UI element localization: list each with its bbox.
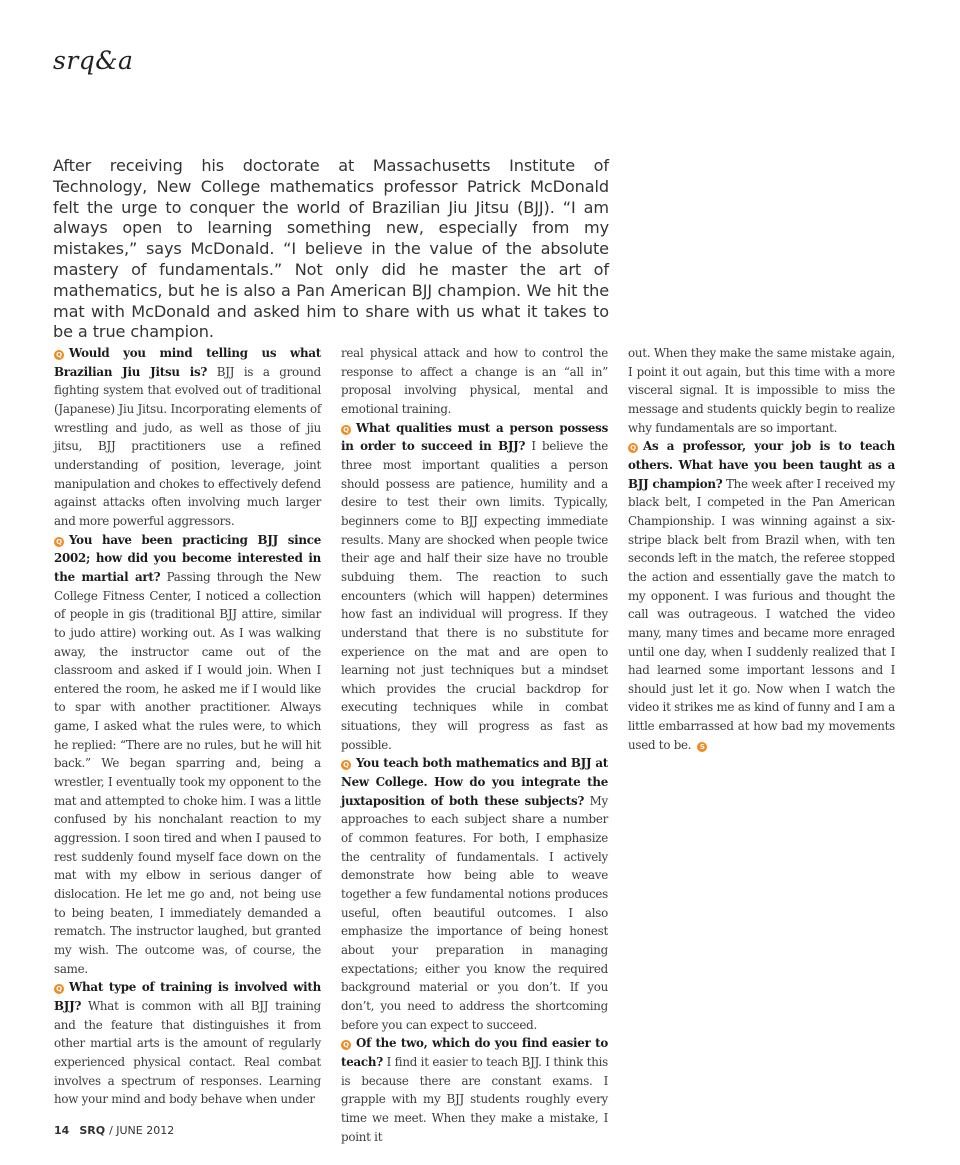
magazine-name: SRQ [79, 1124, 106, 1137]
answer-text: I find it easier to teach BJJ. I think this is because there are constant exams. I grapple with my BJJ students roughly every time we meet. When they make a mistake, I point it [341, 1054, 608, 1144]
qa-paragraph [628, 437, 895, 754]
qa-paragraph [341, 419, 608, 755]
page-footer [54, 1124, 174, 1137]
issue-date: / JUNE 2012 [109, 1124, 175, 1137]
answer-text: BJJ is a ground fighting system that evolved out of traditional (Japanese) Jiu Jitsu. Incorporating elements of wrestling and judo, as well as those of jiu jitsu, BJJ practitioners use a refined understanding of position, leverage, joint manipulation and chokes to effectively defend against attacks often involving much larger and more powerful aggressors. [54, 364, 321, 528]
answer-text: I believe the three most important qualities a person should possess are patience, humility and a desire to test their own limits. Typically, beginners come to BJJ expecting immediate results. Many are shocked when people twice their age and half their size have no trouble subduing them. The reaction to such encounters (which will happen) determines how fast an individual will progress. If they understand that there is no substitute for experience on the mat and are open to learning not just techniques but a mindset which provides the crucial backdrop for executing techniques while in combat situations, they will progress as fast as possible. [341, 439, 608, 752]
question-marker-icon: Q [341, 760, 351, 770]
section-tag: srq&a [53, 46, 134, 75]
question-text: Of the two, which do you find easier to teach? [341, 1036, 608, 1069]
answer-text: out. When they make the same mistake again, I point it out again, but this time with a more visceral signal. It is impossible to miss the message and students quickly begin to realize why fundamentals are so important. [628, 346, 895, 435]
answer-text: real physical attack and how to control the response to affect a change is an “all in” proposal involving physical, mental and emotional training. [341, 346, 608, 416]
answer-text: My approaches to each subject share a number of common features. For both, I emphasize the centrality of fundamentals. I actively demonstrate how being able to weave together a few fundamental notions produces useful, often beautiful outcomes. I also emphasize the importance of being honest about your preparation in managing expectations; either you know the required background material or you don’t. If you don’t, you need to address the shortcoming before you can expect to succeed. [341, 793, 608, 1032]
answer-text: The week after I received my black belt, I competed in the Pan American Championship. I was winning against a six-stripe black belt from Brazil when, with ten seconds left in the match, the referee stopped the action and essentially gave the match to my opponent. I was furious and thought the call was outrageous. I watched the video many, many times and became more enraged until one day, when I suddenly realized that I had learned some important lessons and I should just let it go. Now when I watch the video it strikes me as kind of funny and I am a little embarrassed at how bad my movements used to be. [628, 476, 895, 752]
qa-paragraph [628, 344, 895, 437]
question-marker-icon: Q [54, 984, 64, 994]
question-marker-icon: Q [341, 425, 351, 435]
end-marker-icon: S [697, 742, 707, 752]
qa-paragraph [341, 344, 608, 419]
question-marker-icon: Q [628, 443, 638, 453]
question-marker-icon: Q [341, 1040, 351, 1050]
question-marker-icon: Q [54, 537, 64, 547]
qa-paragraph [341, 754, 608, 1034]
question-text: What qualities must a person possess in order to succeed in BJJ? [341, 420, 608, 454]
answer-text: Passing through the New College Fitness Center, I noticed a collection of people in gis (traditional BJJ attire, similar to judo attire) working out. As I was walking away, the instructor came out of the classroom and asked if I would join. When I entered the room, he asked me if I would like to spar with another practitioner. Always game, I asked what the rules were, to which he replied: “There are no rules, but he will hit back.” We began sparring and, being a wrestler, I eventually took my opponent to the mat and attempted to choke him. I was a little confused by his nonchalant reaction to my aggression. I soon tired and when I paused to rest suddenly found myself face down on the mat with my elbow in serious danger of dislocation. He let me go and, not being use to being beaten, I immediately demanded a rematch. The instructor laughed, but granted my wish. The outcome was, of course, the same. [54, 569, 321, 976]
qa-paragraph [341, 1034, 608, 1146]
qa-paragraph [54, 344, 321, 531]
question-text: You teach both mathematics and BJJ at New College. How do you integrate the juxtaposition of both these subjects? [341, 756, 608, 808]
article-column-2 [341, 344, 608, 1146]
question-text: You have been practicing BJJ since 2002; how did you become interested in the martial art? [54, 532, 321, 584]
qa-paragraph [54, 531, 321, 979]
question-text: Would you mind telling us what Brazilian Jiu Jitsu is? [54, 346, 321, 379]
question-text: As a professor, your job is to teach others. What have you been taught as a BJJ champion? [628, 439, 895, 491]
qa-paragraph [54, 978, 321, 1109]
article-column-1 [54, 344, 321, 1109]
page-number: 14 [54, 1124, 70, 1137]
question-marker-icon: Q [54, 350, 64, 360]
article-column-3 [628, 344, 895, 754]
intro-paragraph: After receiving his doctorate at Massachusetts Institute of Technology, New College mathematics professor Patrick McDonald felt the urge to conquer the world of Brazilian Jiu Jitsu (BJJ). “I am always open to learning something new, especially from my mistakes,” says McDonald. “I believe in the value of the absolute mastery of fundamentals.” Not only did he master the art of mathematics, but he is also a Pan American BJJ champion. We hit the mat with McDonald and asked him to share with us what it takes to be a true champion. [53, 156, 609, 342]
answer-text: What is common with all BJJ training and the feature that distinguishes it from other martial arts is the amount of regularly experienced physical contact. Real combat involves a spectrum of responses. Learning how your mind and body behave when under [54, 998, 321, 1107]
question-text: What type of training is involved with BJJ? [54, 980, 321, 1013]
